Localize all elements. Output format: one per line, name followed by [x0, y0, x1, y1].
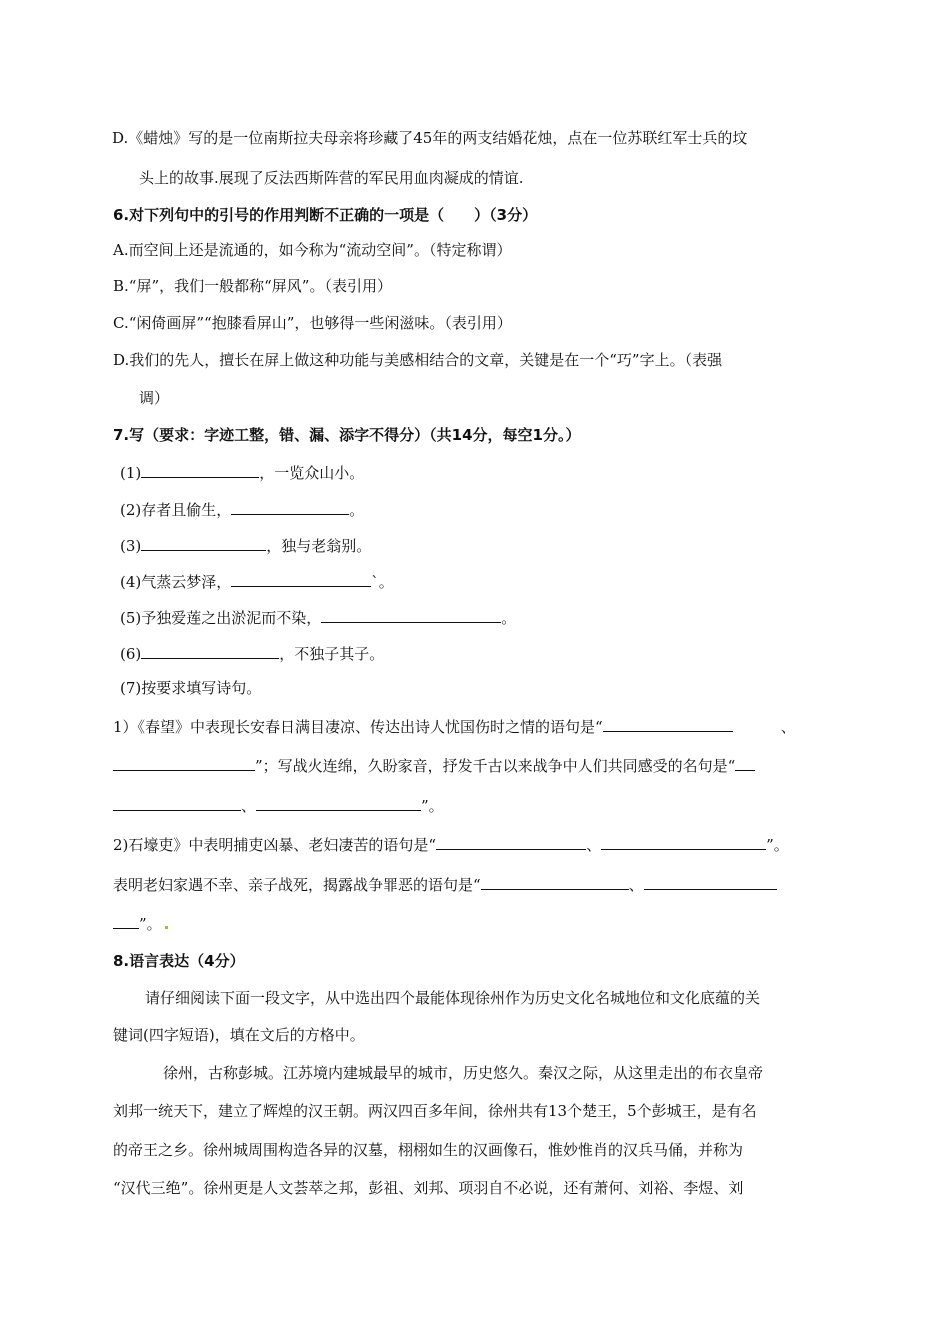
- q7-sub2-text-d: 表明老妇家遇不幸、亲子战死，揭露战争罪恶的语句是“: [113, 876, 481, 894]
- q7-sub1-line1: [113, 715, 796, 737]
- q7-item-6-suffix: ，不独子其子。: [279, 645, 385, 663]
- q7-sub1-text-a: 1）《春望》中表现长安春日满目凄凉、传达出诗人忧国伤时之情的语句是“: [113, 718, 603, 736]
- q6-option-b: B.“屏”，我们一般都称“屏风”。（表引用）: [113, 277, 392, 295]
- answer-blank[interactable]: [481, 873, 629, 890]
- q7-sub2-line1: [113, 833, 789, 855]
- q7-sub2-sep-b: 、: [586, 836, 602, 854]
- q6-option-d-line1: D.我们的先人，擅长在屏上做这种功能与美感相结合的文章，关键是在一个“巧”字上。（表强: [113, 351, 723, 369]
- q7-item-1: [120, 461, 364, 483]
- answer-blank[interactable]: [644, 873, 777, 890]
- q8-passage-line4: “汉代三绝”。徐州更是人文荟萃之邦，彭祖、刘邦、项羽自不必说，还有萧何、刘裕、李煜、刘: [113, 1179, 744, 1197]
- q6-title: 6.对下列句中的引号的作用判断不正确的一项是（ ）（3分）: [113, 206, 538, 224]
- answer-blank[interactable]: [113, 794, 241, 811]
- q7-sub2-sep-e: 、: [628, 876, 644, 894]
- q7-sub1-text-c: ”；写战火连绵，久盼家音，抒发千古以来战争中人们共同感受的名句是“: [255, 757, 736, 775]
- q7-sub1-sep-b: 、: [780, 718, 796, 736]
- q7-item-6: [120, 642, 384, 664]
- q7-item-4-suffix: `。: [371, 573, 394, 591]
- answer-blank[interactable]: [436, 833, 586, 850]
- q8-passage-line3: 的帝王之乡。徐州城周围构造各异的汉墓，栩栩如生的汉画像石，惟妙惟肖的汉兵马俑，并称为: [113, 1141, 744, 1159]
- q7-sub1-line3: [113, 794, 444, 816]
- q7-sub2-text-f: ”。: [139, 915, 162, 933]
- q7-item-3-suffix: ，独与老翁别。: [266, 537, 372, 555]
- q7-sub2-text-a: 2)石壕吏》中表明捕吏凶暴、老妇凄苦的语句是“: [113, 836, 437, 854]
- q6-option-d-line2: 调）: [139, 389, 170, 407]
- q7-item-2-prefix: (2)存者且偷生，: [120, 501, 232, 519]
- answer-blank[interactable]: [321, 606, 501, 623]
- q7-item-5-suffix: 。: [501, 609, 517, 627]
- mark-dot: [165, 926, 168, 929]
- q7-sub2-line3: [113, 912, 168, 934]
- q6-option-c: C.“闲倚画屏”“抱膝看屏山”，也够得一些闲滋味。（表引用）: [113, 314, 512, 332]
- answer-blank[interactable]: [735, 754, 755, 771]
- q5-option-d-line2: 头上的故事.展现了反法西斯阵营的军民用血肉凝成的情谊.: [139, 169, 524, 187]
- q7-item-3: [120, 534, 371, 556]
- q7-item-5-prefix: (5)予独爱莲之出淤泥而不染，: [120, 609, 322, 627]
- q7-item-3-prefix: (3): [120, 537, 142, 555]
- q7-item-7: (7)按要求填写诗句。: [120, 679, 262, 697]
- q7-sub1-sep-d: 、: [241, 797, 257, 815]
- q7-title: 7.写（要求：字迹工整，错、漏、添字不得分）（共14分，每空1分。）: [113, 426, 581, 444]
- answer-blank[interactable]: [113, 912, 139, 929]
- answer-blank[interactable]: [231, 498, 349, 515]
- q7-sub2-text-c: ”。: [766, 836, 789, 854]
- q7-item-2: [120, 498, 364, 520]
- q8-instruction-line1: 请仔细阅读下面一段文字，从中选出四个最能体现徐州作为历史文化名城地位和文化底蕴的关: [145, 989, 761, 1007]
- answer-blank[interactable]: [113, 754, 255, 771]
- q5-option-d-line1: D.《蜡烛》写的是一位南斯拉夫母亲将珍藏了45年的两支结婚花烛，点在一位苏联红军士兵的坟: [112, 129, 748, 147]
- q7-item-4: [120, 570, 394, 592]
- answer-blank[interactable]: [141, 534, 266, 551]
- q7-item-4-prefix: (4)气蒸云梦泽，: [120, 573, 232, 591]
- answer-blank[interactable]: [141, 642, 279, 659]
- q7-item-1-prefix: (1): [120, 464, 142, 482]
- answer-blank[interactable]: [603, 715, 733, 732]
- q7-item-1-suffix: ，一览众山小。: [259, 464, 365, 482]
- answer-blank[interactable]: [231, 570, 371, 587]
- q7-item-6-prefix: (6): [120, 645, 142, 663]
- answer-blank[interactable]: [601, 833, 766, 850]
- q8-passage-line2: 刘邦一统天下，建立了辉煌的汉王朝。两汉四百多年间，徐州共有13个楚王，5个彭城王，是有名: [113, 1102, 757, 1120]
- q7-item-5: [120, 606, 516, 628]
- q7-sub1-line2: [113, 754, 755, 776]
- q7-sub1-text-e: ”。: [421, 797, 444, 815]
- q8-title: 8.语言表达（4分）: [113, 952, 245, 970]
- q7-sub2-line2: [113, 873, 777, 895]
- q7-item-2-suffix: 。: [349, 501, 365, 519]
- q6-option-a: A.而空间上还是流通的，如今称为“流动空间”。（特定称谓）: [113, 241, 512, 259]
- answer-blank[interactable]: [141, 461, 259, 478]
- answer-blank[interactable]: [256, 794, 421, 811]
- q8-instruction-line2: 键词(四字短语)，填在文后的方格中。: [113, 1026, 365, 1044]
- q8-passage-line1: 徐州，古称彭城。江苏境内建城最早的城市，历史悠久。秦汉之际，从这里走出的布衣皇帝: [163, 1064, 764, 1082]
